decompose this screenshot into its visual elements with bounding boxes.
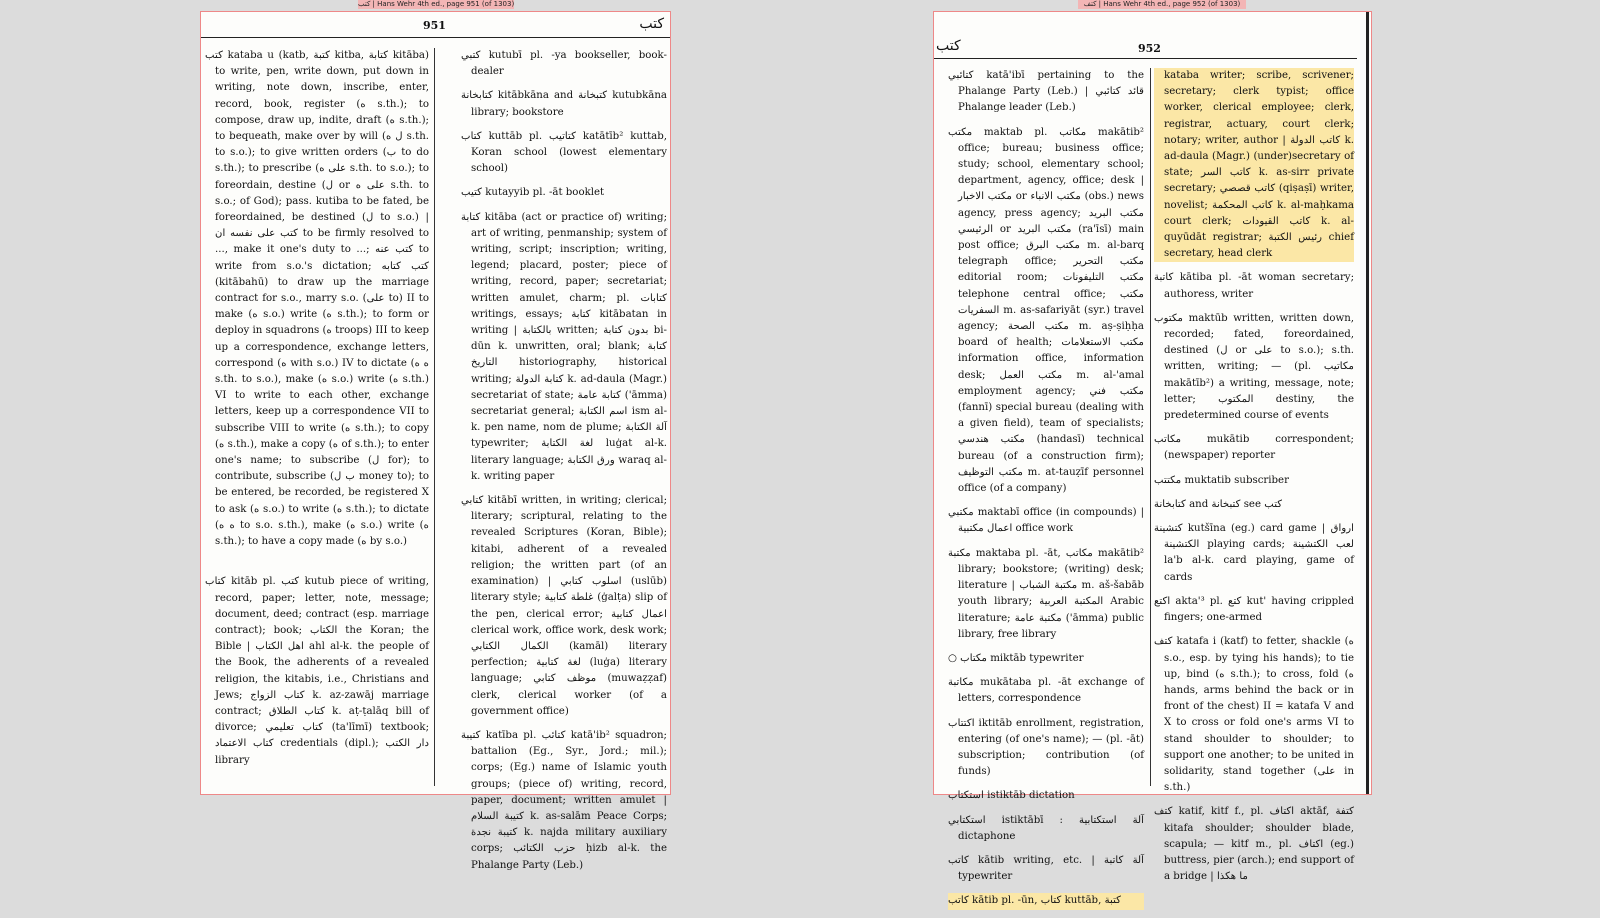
page-number: 952 (1138, 42, 1161, 55)
entry-akta: اكتع akta'³ pl. كتع kut' having crippled fingers; one-armed (1154, 595, 1354, 624)
dictionary-page-952 (933, 11, 1372, 907)
header-rule (201, 37, 670, 38)
entry-see-kutub: كتابخانة and كتبخانة see كتب (1154, 498, 1283, 510)
right-page-title-bar: كتف | Hans Wehr 4th ed., page 952 (of 1303) (1078, 0, 1246, 9)
entry-kitabi: كتابي kitābī written, in writing; clerical; literary; scriptural, relating to the revealed Scriptures (Koran, Bible); kitabi, adherent of a revealed religion; the written part (of an examination) | اسلوب كتابي (uslūb) literary style; غلطة كتابية (ġalṭa) slip of the pen, clerical error; اعمال كتابية clerical work, office work, desk work; الكمال الكتابي (kamāl) literary perfection; لغة كتابية (luġa) literary language; موظف كتابي (muwaẓẓaf) clerk, clerical worker (of a government office) (461, 495, 668, 717)
page-951-left-column (205, 48, 429, 777)
column-divider (434, 48, 435, 786)
entry-katiba: كاتبة kātiba pl. -āt woman secretary; authoress, writer (1154, 272, 1354, 300)
entry-maktub: مكتوب maktūb written, written down, recorded; fated, foreordained, destined (ل or على to s.o.); s.th. written, writing; — (pl. مكاتيب makātīb²) a writing, message, note; letter; المكتوب destiny, the predetermined course of events (1154, 312, 1355, 422)
entry-kitaba: كتابة kitāba (act or practice of) writing; art of writing, penmanship; system of writing, script; inscription; writing, legend; placard, poster; piece of writing, record, paper; secretariat; written amulet, charm; pl. كتابات writings, essays; كتابة kitābatan in writing | بالكتابة written; بدون كتابة bi-dūn k. unwritten, oral; blank; كتابة التاريخ historiography, historical writing; كتابة الدولة k. ad-daula (Magr.) secretariat of state; كتابة عامة ('āmma) secretariat general; اسم الكتابة ism al-k. pen name, nom de plume; آلة الكتابة typewriter; لغة الكتابة luġat al-k. literary language; ورق الكتابة waraq al-k. writing paper (461, 211, 668, 482)
entry-kutubi: كتبي kutubī pl. -ya bookseller, book-dealer (461, 50, 667, 78)
page-952-right-column (1154, 68, 1354, 893)
column-divider (1150, 68, 1151, 786)
entry-mukatib: مكاتب mukātib correspondent; (newspaper) reporter (1154, 434, 1354, 462)
page-header (934, 16, 1371, 55)
entry-katib: كاتب kātib writing, etc. | آلة كاتبة typewriter (948, 854, 1144, 883)
page-headword: كتب (936, 38, 961, 54)
entry-kitabkhana: كتابخانة kitābkāna and كتبخانة kutubkāna library; bookstore (461, 90, 668, 118)
entry-kataba: كتب kataba u (katb, كتبة kitba, كتابة kitāba) to write, pen, write down, put down in writing, note down, inscribe, enter, record, book, register (ه s.th.); to compose, draw up, indite, draft (ه s.th.); to bequeath, make over by will (ل ه s.th. to s.o.); to give written orders (ب to do s.th.); to prescribe (على ه s.th. to s.o.); to foreordain, destine (ل or على ه s.th. to s.o.; of God); pass. kutiba to be fated, be foreordained, be destined (ل to s.o.) | كتب على نفسه ان to be firmly resolved to ..., make it one's duty to ...; كتب عنه to write from s.o.'s dictation; كتب كتابه (kitābahū) to draw up the marriage contract for s.o., marry s.o. (على to) II to make (ه s.o.) write (ه s.th.); to form or deploy in squadrons (ه troops) III to keep up a correspondence, exchange letters, correspond (ه with s.o.) IV to dictate (ه ه s.th. to s.o.), make (ه s.o.) write (ه s.th.) VI to write to each other, exchange letters, keep up a correspondence VII to subscribe VIII to write (ه s.th.); to copy (ه s.th.), make a copy (ه of s.th.); to enter one's name; to subscribe (ل for); to contribute, subscribe (ب ل money to); to be entered, be recorded, be registered X to ask (ه s.o.) to write (ه s.th.); to dictate (ه ه to s.o. s.th.), make (ه s.o.) write (ه s.th.); to have a copy made (ه by s.o.) (205, 50, 430, 548)
entry-muktatib: مكتتب muktatib subscriber (1154, 474, 1289, 486)
entry-maktab: مكتب maktab pl. مكاتب makātib² office; bureau; business office; study; school, elementary school; department, agency, office; desk | مكتب الاخبار or مكتب الانباء (obs.) news agency, press agency; مكتب البريد الرئيسي or مكتب البريد (ra'īsī) main post office; مكتب البرق m. al-barq telegraph office; مكتب التحرير editorial room; مكتب التليفونات telephone central office; مكتب السفريات m. as-safariyāt (syr.) travel agency; مكتب الصحة m. aṣ-ṣiḥḥa board of health; مكتب الاستعلامات information office, information desk; مكتب العمل m. al-'amal employment agency; مكتب فني (fannī) special bureau (dealing with a given field), team of specialists; مكتب هندسي (handasī) technical bureau (of a construction firm); مكتب التوظيف m. at-tauẓīf personnel office (of a company) (948, 126, 1145, 495)
entry-iktitab: اكتتاب iktitāb enrollment, registration, entering (of one's name); — (pl. -āt) subscription; contribution (of funds) (948, 717, 1144, 778)
entry-katib-plural-highlighted: كاتب kātib pl. -ūn, كتاب kuttāb, كتبة (948, 893, 1144, 909)
entry-istiktabi: استكتابي istiktābī : آلة استكتابية dictaphone (948, 814, 1144, 842)
entry-kitab: كتاب kitāb pl. كتب kutub piece of writing, record, paper; letter, note, message; document, deed; contract (esp. marriage contract); book; الكتاب the Koran; the Bible | اهل الكتاب ahl al-k. the people of the Book, the adherents of a revealed religion, the kitabis, i.e., Christians and Jews; كتاب الزواج k. az-zawāj marriage contract; كتاب الطلاق k. aṭ-ṭalāq bill of divorce; كتاب تعليمي (ta'līmī) textbook; كتاب الاعتماد credentials (dipl.); دار الكتب library (205, 576, 430, 766)
entry-maktabi: مكتبي maktabī office (in compounds) | اعمال مكتبية office work (948, 507, 1144, 535)
page-binding-edge (1366, 12, 1369, 794)
page-number: 951 (423, 19, 446, 32)
entry-mukataba: مكاتبة mukātaba pl. -āt exchange of letters, correspondence (948, 677, 1144, 705)
page-header (201, 16, 670, 34)
entry-kutshina: كتشينة kutšīna (eg.) card game | ارواق الكتشينة playing cards; لعب الكتشينة la'b al-k. card playing, game of cards (1154, 523, 1354, 583)
entry-katif: كتف katif, kitf f., pl. اكتاف aktāf, كتفة kitafa shoulder; shoulder blade, scapula; — kitf m., pl. اكتاف (eg.) buttress, pier (arch.); end support of a bridge | ما هكذا (1154, 806, 1354, 883)
entry-istiktab: استكتاب istiktāb dictation (948, 790, 1075, 802)
dictionary-page-951 (200, 11, 671, 871)
page-headword: كتب (639, 16, 664, 32)
entry-miktab: ○ مكتاب miktāb typewriter (948, 652, 1084, 664)
header-rule (934, 58, 1357, 59)
entry-kuttab: كتاب kuttāb pl. كتاتيب katātīb² kuttab, Koran school (lowest elementary school) (461, 130, 667, 175)
entry-kataba-continued-highlighted: kataba writer; scribe, scrivener; secretary; clerk typist; office worker, clerical employee; clerk, registrar, actuary, court clerk; notary; writer, author | كاتب الدولة k. ad-daula (Magr.) (under)secretary of state; كاتب السر k. as-sirr private secretary; كاتب قصصي (qiṣaṣī) writer, novelist; كاتب المحكمة k. al-maḥkama court clerk; كاتب القيودات k. al-quyūdāt registrar; رئيس الكتبة chief secretary, head clerk (1154, 68, 1354, 262)
entry-maktaba: مكتبة maktaba pl. -āt, مكاتب makātib² library; bookstore; (writing) desk; literature | مكتبة الشباب m. aš-šabāb youth library; المكتبة العربية Arabic literature; مكتبة عامة ('āmma) public library, free library (948, 547, 1145, 640)
left-page-title-bar: كتب | Hans Wehr 4th ed., page 951 (of 1303) (358, 0, 515, 8)
entry-katiba: كتيبة katība pl. كتائب katā'ib² squadron; battalion (Eg., Syr., Jord.; mil.); corps; (Eg.) name of Islamic youth groups; (piece of) writing, record, paper, document; written amulet | كتيبة السلام k. as-salām Peace Corps; كتيبة نجدة k. najda military auxiliary corps; حزب الكتائب ḥizb al-k. the Phalange Party (Leb.) (461, 729, 667, 871)
entry-kataibi: كتائبي katā'ibī pertaining to the Phalange Party (Leb.) | قائد كتائبي Phalange leader (Leb.) (948, 70, 1144, 114)
page-952-left-column (948, 68, 1144, 918)
entry-katafa: كتف katafa i (katf) to fetter, shackle (ه s.o., esp. by tying his hands); to tie up, bind (ه s.th.); to cross, fold (ه hands, arms behind the back or in front of the chest) II = katafa V and X to cross or fold one's arms VI to stand shoulder to shoulder; to support one another; to be united in solidarity, stand together (على in s.th.) (1154, 636, 1354, 794)
entry-kutayyib: كتيب kutayyib pl. -āt booklet (461, 187, 605, 199)
page-951-right-column (461, 48, 667, 882)
